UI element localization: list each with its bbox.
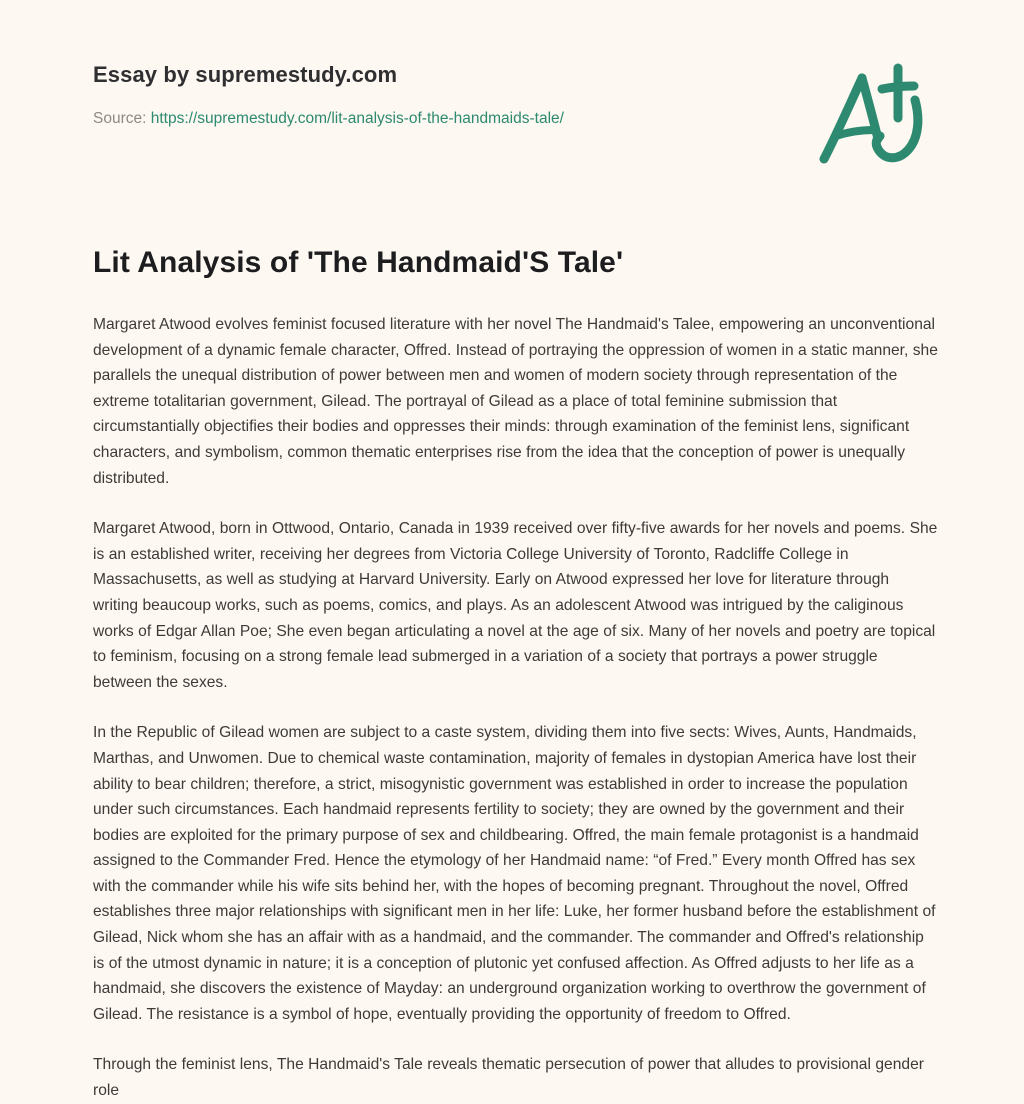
source-url-link[interactable]: https://supremestudy.com/lit-analysis-of-the-handmaids-tale/: [150, 110, 564, 128]
a-plus-logo[interactable]: [812, 56, 936, 172]
source-label: Source:: [93, 110, 147, 128]
article-paragraph: Margaret Atwood, born in Ottwood, Ontario, Canada in 1939 received over fifty-five awards for her novels and poems. She is an established writer, receiving her degrees from Victoria College University of Toronto, Radcliffe College in Massachusetts, as well as studying at Harvard University. Early on Atwood expressed her love for literature through writing beaucoup works, such as poems, comics, and plays. As an adolescent Atwood was intrigued by the caliginous works of Edgar Allan Poe; She even began articulating a novel at the age of six. Many of her novels and poetry are topical to feminism, focusing on a strong female lead submerged in a variation of a society that portrays a power struggle between the sexes.: [93, 520, 938, 691]
source-line: [93, 88, 935, 129]
page-title: Lit Analysis of 'The Handmaid'S Tale': [93, 246, 624, 279]
page-header: [93, 62, 935, 130]
article-body: [93, 312, 938, 1104]
a-plus-logo-icon: [812, 56, 936, 172]
article-paragraph: Through the feminist lens, The Handmaid's Tale reveals thematic persecution of power that alludes to provisional gender role: [93, 1056, 924, 1100]
article-paragraph: In the Republic of Gilead women are subject to a caste system, dividing them into five sects: Wives, Aunts, Handmaids, Marthas, and Unwomen. Due to chemical waste contamination, majority of females in dystopian America have lost their ability to bear children; therefore, a strict, misogynistic government was established in order to increase the population under such circumstances. Each handmaid represents fertility to society; they are owned by the government and their bodies are exploited for the primary purpose of sex and childbearing. Offred, the main female protagonist is a handmaid assigned to the Commander Fred. Hence the etymology of her Handmaid name: “of Fred.” Every month Offred has sex with the commander while his wife sits behind her, with the hopes of becoming pregnant. Throughout the novel, Offred establishes three major relationships with significant men in her life: Luke, her former husband before the establishment of Gilead, Nick whom she has an affair with as a handmaid, and the commander. The commander and Offred's relationship is of the utmost dynamic in nature; it is a conception of plutonic yet confused affection. As Offred adjusts to her life as a handmaid, she discovers the existence of Mayday: an underground organization working to overthrow the government of Gilead. The resistance is a symbol of hope, eventually providing the opportunity of freedom to Offred.: [93, 724, 936, 1023]
article-paragraph: Margaret Atwood evolves feminist focused literature with her novel The Handmaid's Talee, empowering an unconventional development of a dynamic female character, Offred. Instead of portraying the oppression of women in a static manner, she parallels the unequal distribution of power between men and women of modern society through representation of the extreme totalitarian government, Gilead. The portrayal of Gilead as a place of total feminine submission that circumstantially objectifies their bodies and oppresses their minds: through examination of the feminist lens, significant characters, and symbolism, common thematic enterprises rise from the idea that the conception of power is unequally distributed.: [93, 316, 938, 487]
essay-byline: Essay by supremestudy.com: [93, 62, 398, 87]
